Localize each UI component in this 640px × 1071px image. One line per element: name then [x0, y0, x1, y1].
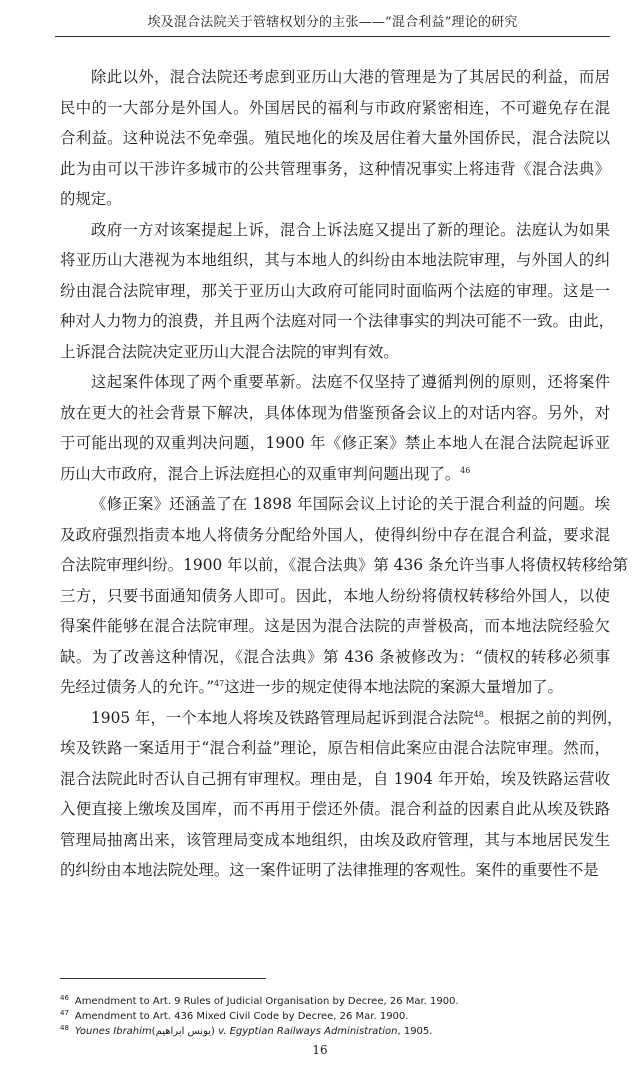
text-line: 政府一方对该案提起上诉，混合上诉法庭又提出了新的理论。法庭认为如果 — [91, 220, 610, 239]
paragraph-5 — [60, 703, 623, 886]
text-line: 上诉混合法院决定亚历山大混合法院的审判有效。 — [60, 342, 399, 361]
text-line: 合法院审理纠纷。1900 年以前，《混合法典》第 436 条允许当事人将债权转移给第 — [60, 556, 629, 574]
text-line: 将亚历山大港视为本地组织，其与本地人的纠纷由本地法院审理，与外国人的纠 — [60, 251, 610, 269]
paragraph-2 — [60, 215, 615, 368]
footnote-ref-47[interactable]: 47 — [214, 678, 225, 688]
text-line: 埃及铁路一案适用于“混合利益”理论，原告相信此案应由混合法院审理。然而， — [60, 739, 610, 757]
footnote-47 — [60, 1009, 610, 1024]
text-line: 混合法院此时否认自己拥有审理权。理由是，自 1904 年开始，埃及铁路运营收 — [60, 769, 610, 788]
footnote-text: Amendment to Art. 9 Rules of Judicial Organisation by Decree, 26 Mar. 1900. — [74, 996, 459, 1007]
paragraph-1 — [60, 62, 610, 215]
versus: v. — [214, 1026, 230, 1037]
text-line — [60, 672, 610, 703]
text-run: 。根据之前的判例， — [483, 708, 623, 727]
page-number: 16 — [312, 1043, 328, 1057]
text-line — [60, 703, 623, 734]
text-line: 此为由可以干涉许多城市的公共管理事务，这种情况事实上将违背《混合法典》 — [60, 159, 610, 178]
footnote-ref-46[interactable]: 46 — [460, 465, 471, 475]
footnote-number: 48 — [60, 1023, 69, 1032]
text-line: 得案件能够在混合法院审理。这是因为混合法院的声誉极高，而本地法院经验欠 — [60, 617, 610, 635]
paragraph-3 — [60, 367, 610, 489]
paragraph-4 — [60, 489, 629, 703]
footnote-separator — [60, 978, 266, 979]
text-line: 及政府强烈指责本地人将债务分配给外国人，使得纠纷中存在混合利益，要求混 — [60, 525, 610, 544]
text-line: 放在更大的社会背景下解决，具体体现为借鉴预备会议上的对话内容。另外，对 — [60, 403, 610, 422]
case-party-name: Younes Ibrahim — [74, 1026, 152, 1037]
text-line: 管理局抽离出来，该管理局变成本地组织，由埃及政府管理，其与本地居民发生 — [60, 830, 610, 849]
text-line: 合利益。这种说法不免牵强。殖民地化的埃及居住着大量外国侨民，混合法院以 — [60, 129, 610, 147]
body-text — [60, 62, 629, 886]
arabic-name: (يونس ابراهيم) — [151, 1026, 215, 1037]
footnote-number: 47 — [60, 1008, 69, 1017]
footnotes — [60, 994, 610, 1039]
text-run: 1905 年，一个本地人将埃及铁路管理局起诉到混合法院 — [91, 708, 474, 727]
footnote-text: Amendment to Art. 436 Mixed Civil Code by Decree, 26 Mar. 1900. — [74, 1011, 409, 1022]
text-run: 历山大市政府，混合上诉法庭担心的双重审判问题出现了。 — [60, 464, 461, 483]
text-line: 种对人力物力的浪费，并且两个法庭对同一个法律事实的判决可能不一致。由此， — [60, 312, 615, 330]
text-line: 于可能出现的双重判决问题，1900 年《修正案》禁止本地人在混合法院起诉亚 — [60, 434, 610, 452]
text-line: 缺。为了改善这种情况，《混合法典》第 436 条被修改为：“债权的转移必须事 — [60, 647, 610, 666]
text-line: 民中的一大部分是外国人。外国居民的福利与市政府紧密相连，不可避免存在混 — [60, 98, 610, 117]
text-line — [60, 459, 610, 490]
text-line: 这起案件体现了两个重要革新。法庭不仅坚持了遵循判例的原则，还将案件 — [91, 373, 610, 391]
text-run: 这进一步的规定使得本地法院的案源大量增加了。 — [224, 678, 563, 696]
text-line: 的规定。 — [60, 190, 122, 208]
text-line: 《修正案》还涵盖了在 1898 年国际会议上讨论的关于混合利益的问题。埃 — [91, 495, 610, 513]
text-run: 先经过债务人的允许。” — [60, 678, 215, 696]
header-rule — [55, 36, 610, 37]
text-line: 的纠纷由本地法院处理。这一案件证明了法律推理的客观性。案件的重要性不是 — [60, 861, 599, 879]
text-line: 三方，只要书面通知债务人即可。因此，本地人纷纷将债权转移给外国人，以使 — [60, 586, 610, 605]
footnote-46 — [60, 994, 610, 1009]
footnote-ref-48[interactable]: 48 — [473, 709, 484, 719]
case-party-name: Egyptian Railways Administration — [229, 1026, 398, 1037]
text-line: 除此以外，混合法院还考虑到亚历山大港的管理是为了其居民的利益，而居 — [91, 68, 610, 86]
text-line: 纷由混合法院审理，那关于亚历山大政府可能同时面临两个法庭的审理。这是一 — [60, 281, 610, 300]
footnote-tail: , 1905. — [397, 1026, 433, 1037]
footnote-number: 46 — [60, 993, 69, 1002]
footnote-48 — [60, 1024, 610, 1039]
text-line: 入便直接上缴埃及国库，而不再用于偿还外债。混合利益的因素自此从埃及铁路 — [60, 800, 610, 818]
running-header: 埃及混合法院关于管辖权划分的主张——“混合利益”理论的研究 — [147, 15, 518, 30]
